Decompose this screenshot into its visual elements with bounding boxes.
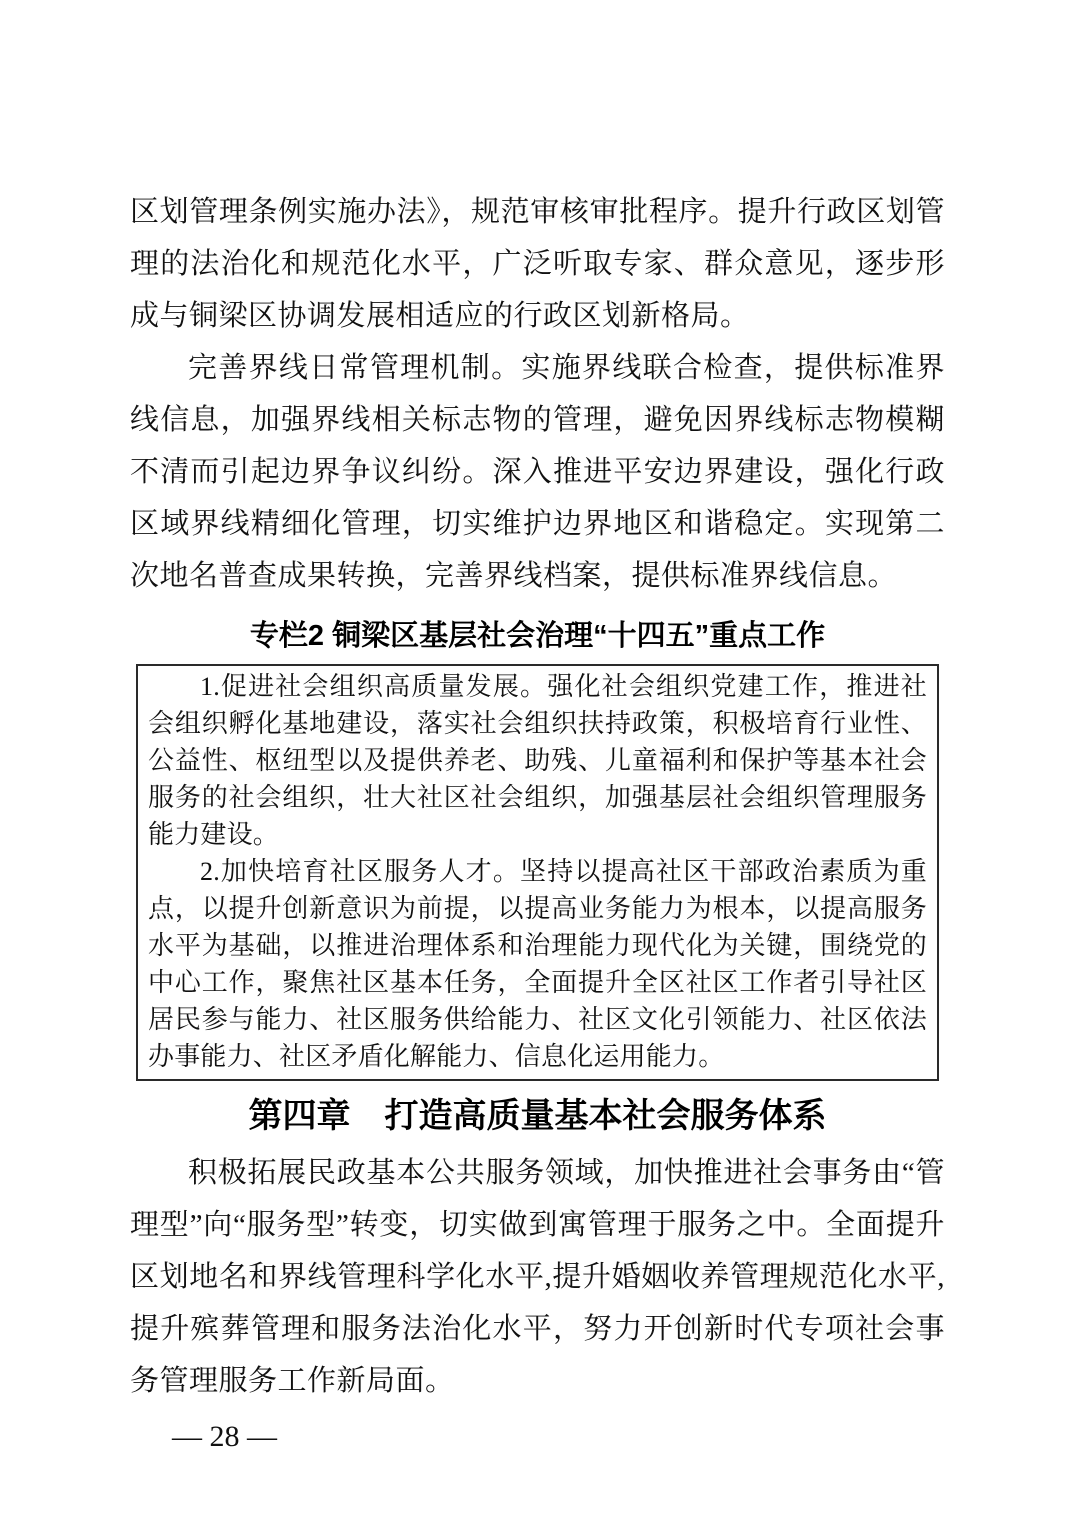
paragraph-continuation: 区划管理条例实施办法》，规范审核审批程序。提升行政区划管理的法治化和规范化水平，广泛听取专家、群众意见，逐步形成与铜梁区协调发展相适应的行政区划新格局。 bbox=[130, 196, 945, 332]
page-number: — 28 — bbox=[172, 1420, 277, 1453]
chapter-heading: 第四章 打造高质量基本社会服务体系 bbox=[248, 1097, 827, 1135]
paragraph-chapter-intro: 积极拓展民政基本公共服务领域，加快推进社会事务由“管理型”向“服务型”转变，切实做到寓管理于服务之中。全面提升区划地名和界线管理科学化水平,提升婚姻收养管理规范化水平,提升殡葬管理和服务法治化水平，努力开创新时代专项社会事务管理服务工作新局面。 bbox=[130, 1157, 945, 1397]
box-item-community-talent: 2.加快培育社区服务人才。坚持以提高社区干部政治素质为重点，以提升创新意识为前提，以提高业务能力为根本，以提高服务水平为基础，以推进治理体系和治理能力现代化为关键，围绕党的中心工作，聚焦社区基本任务，全面提升全区社区工作者引导社区居民参与能力、社区服务供给能力、社区文化引领能力、社区依法办事能力、社区矛盾化解能力、信息化运用能力。 bbox=[148, 857, 927, 1071]
paragraph-boundary-management: 完善界线日常管理机制。实施界线联合检查，提供标准界线信息，加强界线相关标志物的管理，避免因界线标志物模糊不清而引起边界争议纠纷。深入推进平安边界建设，强化行政区域界线精细化管理，切实维护边界地区和谐稳定。实现第二次地名普查成果转换，完善界线档案，提供标准界线信息。 bbox=[130, 352, 945, 592]
box-item-social-organizations: 1.促进社会组织高质量发展。强化社会组织党建工作，推进社会组织孵化基地建设，落实社会组织扶持政策，积极培育行业性、公益性、枢纽型以及提供养老、助残、儿童福利和保护等基本社会服务的社会组织，壮大社区社会组织，加强基层社会组织管理服务能力建设。 bbox=[148, 672, 927, 849]
key-tasks-box bbox=[136, 664, 939, 1081]
box-title: 专栏2 铜梁区基层社会治理“十四五”重点工作 bbox=[249, 620, 826, 652]
